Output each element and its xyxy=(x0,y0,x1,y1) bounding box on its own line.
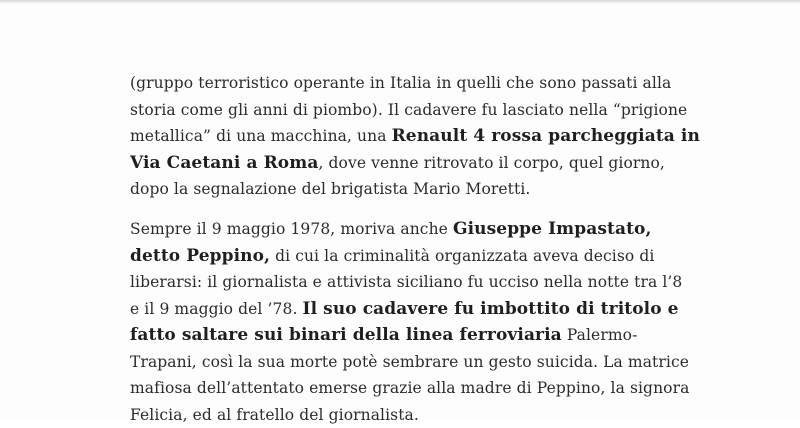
bold-text: detto Peppino, xyxy=(130,246,270,266)
text-line xyxy=(130,243,690,270)
text-line xyxy=(130,322,690,349)
text-line xyxy=(130,150,690,177)
text-line: storia come gli anni di piombo). Il cadavere fu lasciato nella “prigione xyxy=(130,97,690,124)
bold-text: Via Caetani a Roma xyxy=(130,153,318,173)
bold-text: fatto saltare sui binari della linea ferroviaria xyxy=(130,325,562,345)
paragraph-impastato xyxy=(130,216,690,428)
text-span: Palermo- xyxy=(562,326,638,344)
bold-text: Renault 4 rossa parcheggiata in xyxy=(392,126,700,146)
text-span: , dove venne ritrovato il corpo, quel giorno, xyxy=(318,154,664,172)
text-span: Sempre il 9 maggio 1978, moriva anche xyxy=(130,220,453,238)
text-line: Trapani, così la sua morte potè sembrare un gesto suicida. La matrice xyxy=(130,349,690,376)
text-line: dopo la segnalazione del brigatista Mario Moretti. xyxy=(130,176,690,203)
bold-text: Il suo cadavere fu imbottito di tritolo e xyxy=(303,299,679,319)
text-line xyxy=(130,296,690,323)
text-line xyxy=(130,216,690,243)
text-line: Felicia, ed al fratello del giornalista. xyxy=(130,402,690,428)
scan-edge xyxy=(0,0,800,4)
text-span: di cui la criminalità organizzata aveva deciso di xyxy=(270,247,654,265)
bold-text: Giuseppe Impastato, xyxy=(453,219,652,239)
text-span: metallica” di una macchina, una xyxy=(130,127,392,145)
text-line xyxy=(130,123,690,150)
text-line: (gruppo terroristico operante in Italia in quelli che sono passati alla xyxy=(130,70,690,97)
text-line: liberarsi: il giornalista e attivista siciliano fu ucciso nella notte tra l’8 xyxy=(130,269,690,296)
text-line: mafiosa dell’attentato emerse grazie alla madre di Peppino, la signora xyxy=(130,375,690,402)
text-span: e il 9 maggio del ’78. xyxy=(130,300,303,318)
paragraph-moro xyxy=(130,70,690,203)
